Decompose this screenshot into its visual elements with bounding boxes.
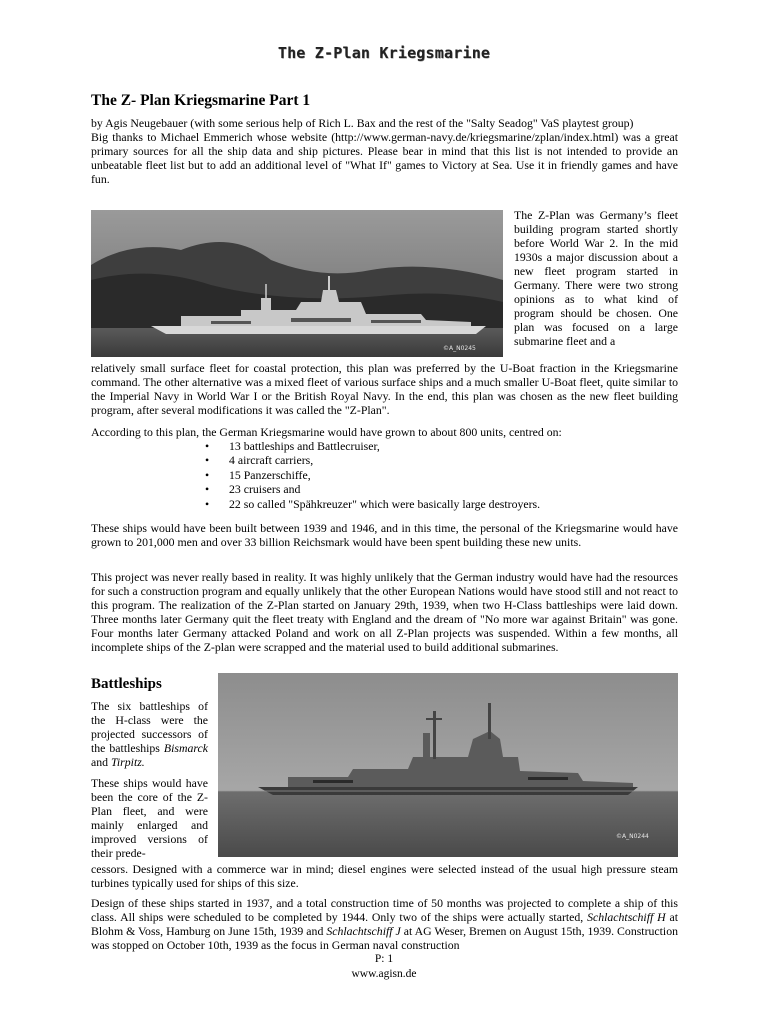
list-item: • 13 battleships and Battlecruiser, [204, 439, 540, 453]
zplan-intro-paragraph: The Z-Plan was Germany’s fleet building program started shortly before World War 2. In the mid 1930s a major discussion about a new fleet program started in Germany. There were two strong opinions as to what kind of program should be chosen. One plan was focused on a large submarine fleet and a [514, 208, 678, 348]
list-item: • 22 so called "Spähkreuzer" which were basically large destroyers. [204, 497, 540, 511]
footer-website: www.agisn.de [351, 968, 417, 980]
text-run: at Blohm & Voss, Hamburg on June 15th, 1939 and [91, 910, 678, 938]
ship-name-h: Schlachtschiff H [587, 910, 666, 924]
battleship-photo-mountains [91, 210, 503, 357]
article-heading: The Z- Plan Kriegsmarine Part 1 [91, 92, 311, 109]
page-title: The Z-Plan Kriegsmarine [277, 44, 491, 62]
list-item: • 15 Panzerschiffe, [204, 468, 540, 482]
timeline-paragraph: These ships would have been built between 1939 and 1946, and in this time, the personal of the Kriegsmarine would have grown to 201,000 men and over 33 billion Reichsmark would have been spent building these new units. [91, 521, 678, 549]
list-item: • 23 cruisers and [204, 482, 540, 496]
battleships-paragraph-1 [91, 699, 208, 769]
acknowledgement: Big thanks to Michael Emmerich whose website (http://www.german-navy.de/kriegsmarine/zplan/index.html) was a great primary sources for all the ship data and ship pictures. Please bear in mind that this list is not intended to provide an unbeatable fleet list but to add an additional level of "What If" games to Victory at Sea. Use it in friendly games and have fun. [91, 130, 678, 186]
ship-name-tirpitz: Tirpitz. [110, 755, 145, 769]
text-run: at AG Weser, Bremen on August 15th, 1939. Construction was stopped on October 10th, 1939 as the focus in German naval construction [91, 924, 678, 952]
zplan-intro-continuation: relatively small surface fleet for coastal protection, this plan was preferred by the U-Boat fraction in the Kriegsmarine command. The other alternative was a mixed fleet of various surface ships and a much smaller U-Boat fleet, quite similar to the Imperial Navy in World War I or the British Royal Navy. In the end, this plan was chosen as the new fleet building program, after several modifications it was called the "Z-Plan". [91, 361, 678, 417]
battleship-photo-sea [218, 673, 678, 857]
ship-name-j: Schlachtschiff J [326, 924, 401, 938]
section-heading-battleships: Battleships [91, 676, 162, 692]
battleships-intro [91, 699, 208, 867]
fleet-composition-list [204, 439, 540, 511]
author-credit: by Agis Neugebauer (with some serious help of Rich L. Bax and the rest of the "Salty Seadog" VaS playtest group) [91, 116, 634, 130]
page-number: P: 1 [374, 953, 394, 965]
plan-intro-paragraph: According to this plan, the German Kriegsmarine would have grown to about 800 units, centred on: [91, 425, 562, 439]
text-run: Design of these ships started in 1937, and a total construction time of 50 months was projected to complete a ship of this class. All ships were scheduled to be completed by 1944. Only two of the ships were actually started, [91, 896, 678, 924]
intro-section [91, 116, 678, 186]
battleships-continuation: cessors. Designed with a commerce war in mind; diesel engines were selected instead of the usual high pressure steam turbines typically used for ships of this size. [91, 862, 678, 890]
text-run: The six battleships of the H-class were the projected successors of the battleships [91, 699, 208, 755]
text-run: and [91, 755, 111, 769]
battleships-paragraph-2: These ships would have been the core of the Z-Plan fleet, and were mainly enlarged and improved versions of their prede- [91, 776, 208, 860]
photo-watermark: ©A_N0245 [443, 345, 476, 352]
photo-watermark: ©A_N0244 [616, 833, 649, 840]
list-item: • 4 aircraft carriers, [204, 453, 540, 467]
reality-paragraph: This project was never really based in reality. It was highly unlikely that the German industry would have had the resources for such a construction program and equally unlikely that the other European Nations would have stood still and not react to this program. The realization of the Z-Plan started on January 29th, 1939, when two H-Class battleships were laid down. Three months later Germany quit the fleet treaty with England and the dream of "No more war against Britain" was gone. Four months later Germany attacked Poland and work on all Z-Plan projects was suspended. Within a few months, all incomplete ships of the Z-plan were scrapped and the material used to build additional submarines. [91, 570, 678, 654]
ship-name-bismarck: Bismarck [163, 741, 208, 755]
design-paragraph [91, 896, 678, 952]
